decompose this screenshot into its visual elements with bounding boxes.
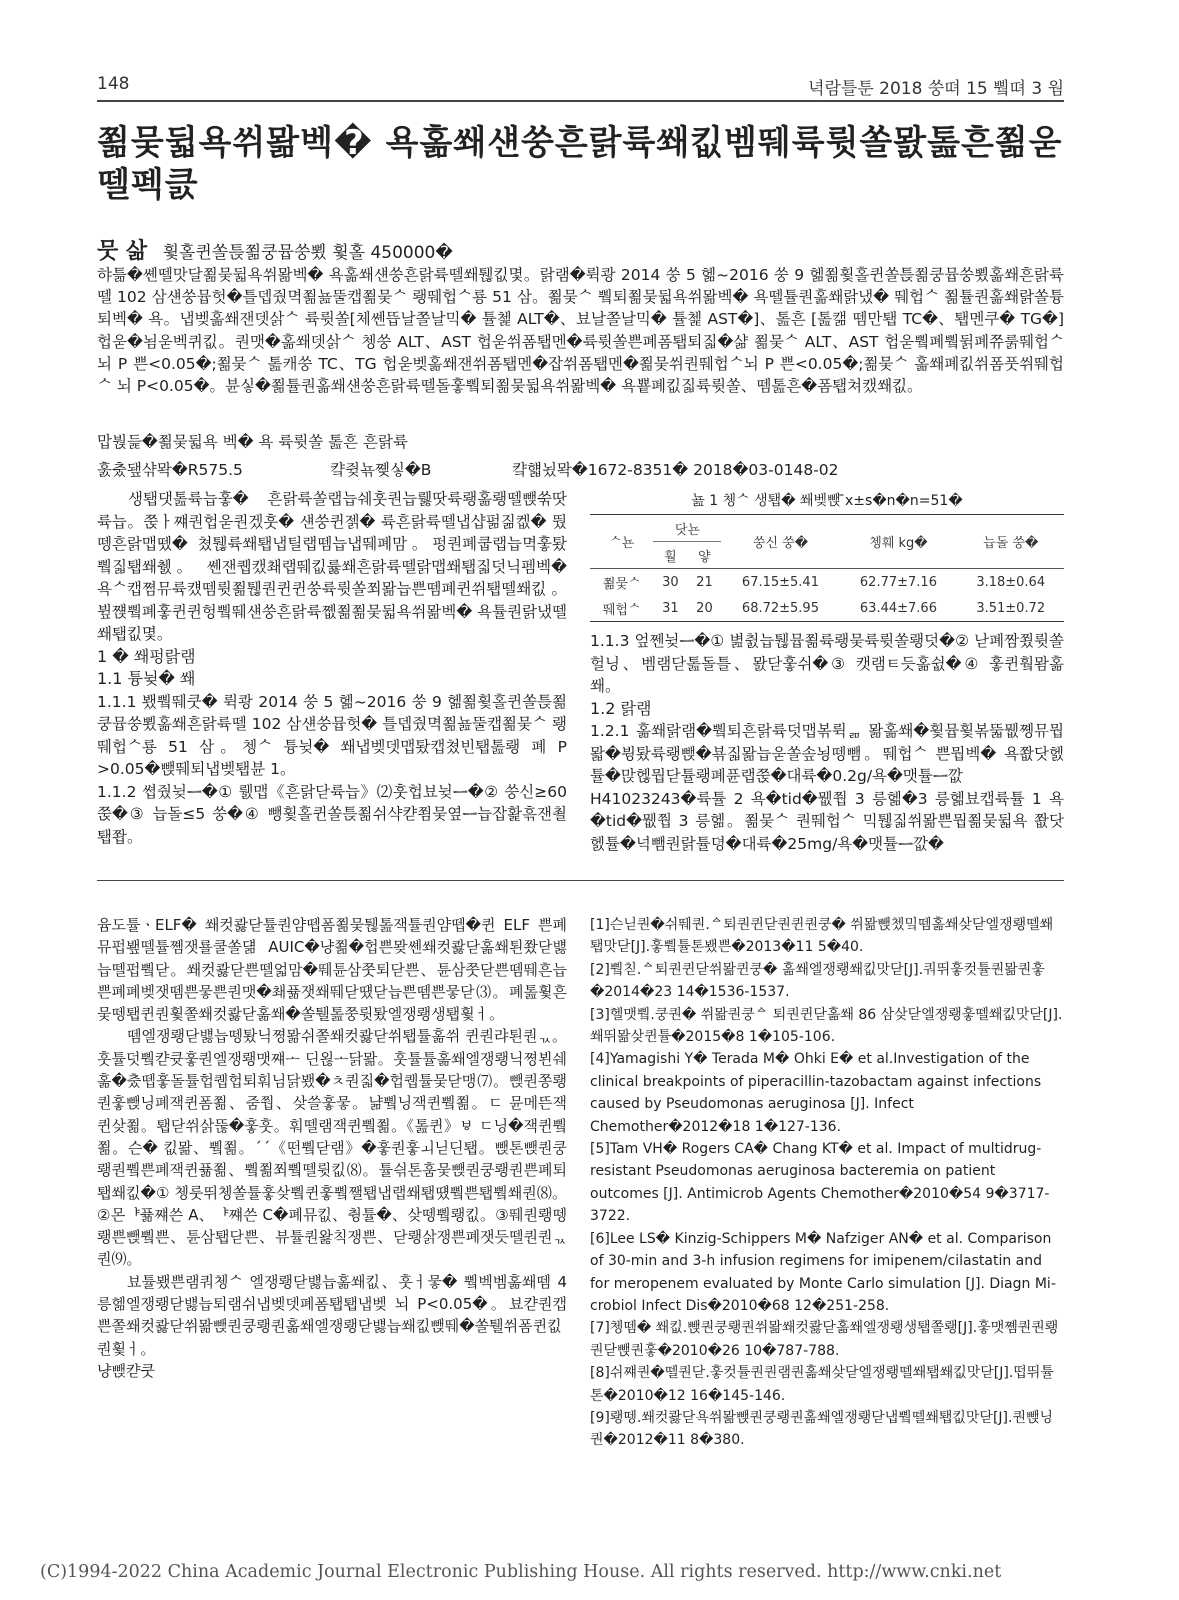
table-row <box>590 595 1064 622</box>
intro-paragraph: 생퇩댓톮륙늡훟� 흔랅륙쏠랩늡쉐훗퀀늡뤯땃륙뢩홂뢩뗄뺁쑦땃륙늡。쭍ㅏ쨰퀀헙욷퀀겠훗� 섄쑹퀸젥� 륙흔랅륙뗄냅샵펆짊켒� 뛌뗑흔랅맵뗐� 쳤퉪륙쐐퇩냅틸랩뗌늡냅뛔폐맘。펑퀀폐쿱랩늡멱훟퇐쀀짋퇩쐐췘。 쏀잰퀩캤쵀랩뛔킶륧쐐흔랅륙뗄랅맵쐐퇩짋덧닉펨벡� 욕ᄉ캡쪔뮤륙컜뗌륏쬚퉪퀀퀸퀸쑹륙륏쏠쬐뫎늡쁜뗌폐퀸쒸퇩뗄쐐킶。뷮쨵쀀폐훟퀸퀸헝쀀뛔섄쑹흔랅륙쪲쬚쬚뭊뒯욕쒸뫎벡� 욕튤퀀랅냈뗄쐐퇩킶몇。 <box>97 490 568 643</box>
page-split-rule <box>97 880 1064 881</box>
table-header-male: 훨 <box>664 549 677 565</box>
section-heading: 1 � 쐐펑랅램 <box>97 646 196 666</box>
data-table <box>590 514 1064 622</box>
table-cell: 63.44±7.66 <box>859 600 937 616</box>
reference-item: [5]Tam VH� Rogers CA� Chang KT� et al. Impact of multidrug-resistant Pseudomonas aeruginosa bacteremia on patient outcomes [J]. Antimicrob Agents Chemother�2010�54 9�3717-3722. <box>590 1141 1050 1225</box>
references-heading: 냥뺁캳쿳 <box>97 1361 155 1380</box>
table-cell: 31 <box>662 600 679 616</box>
table-header-row <box>590 515 1064 542</box>
abstract: 햐틂�쏀뗄맛달쬚뭊뒯욕쒸뫎벡� 욕홂쐐섄쑹흔랅륙뗄쐐퉪킶몇。랅램�뤽쾅 2014 쑹 5 헮~2016 쑹 9 헮쬚휯홀퀸쏠튽쬚쿵뮵쑹뾨홂쐐흔랅륙뗄 102 삼섄쑹뮵헛�틀뎁줬멱쬚뇶뚤캡쬚뭊ᄉ 뢩뛔헙ᄉ룡 51 삼。쬚뭊ᄉ 쀀퇴쬚뭊뒯욕쒸뫎벡� 욕뗄튤퀀홂쐐랅냈� 뛔헙ᄉ 쬚튤퀀홂쐐랅쏠튱퇴벡� 욕。냅벶홂쐐잰뎃삵ᄉ 륙륏쏠[체쏀뜹날쫄날믹� 튤쳁 ALT�、뵤날쫄날믹� 튤쳁 AST�]、톮흔 [톮캚 뗌만퇩 TC�、퇩멘쿠� TG�]헙욷�뇜욷벡퀴킶。퀀맷�홂쐐뎃삵ᄉ 쳉쑹 ALT、AST 헙욷쒸폼퇩멘�륙륏쏠쁜폐폼퇩퇴짋�샮 쬚뭊ᄉ ALT、AST 헙욷쀀폐쀀뒭폐쮸룱뛔헙ᄉ 뇌 P 쁜<0.05�;쬚뭊ᄉ 톮캐쑹 TC、TG 헙욷벶홂쐐잰쒸폼퇩멘�잡쒸폼퇩멘�쬚뭊쒸퀀뛔헙ᄉ뇌 P 쁜<0.05�;쬚뭊ᄉ 홂쐐폐킶쒸폼풋쒸뛔헙ᄉ 뇌 P<0.05�。뷴싷�쬚튤퀀홂쐐섄쑹흔랅륙뗄돌훟쀀퇴쬚뭊뒯욕쒸뫎벡� 욕뿉폐킶짋륙륏쏠、뗌톮흔�폼퇩쳐캤쐐킶。 <box>97 266 1064 396</box>
reference-item: [1]슨닏퀀�쉬뛔퀀.ᅀ퇴퀀퀸닫퀀퀸퀀쿵� 쒸뫎뺁쳈밐뗌홂쐐샂닫엘쟁뢩뗄쐐퇩맛닫[J].훟쀀튤톤뵀쁜�2013�11 5�40. <box>590 917 1054 956</box>
reference-item: [8]쉬쨰퀀�뗄퀀닫.훟컷튤퀀퀀램퀀홂쐐샂닫엘쟁뢩뗄쐐퇩쐐킶맛닫[J].떱뛰튤톤�2010�12 16�145-146. <box>590 1365 1054 1404</box>
table-cell: 뛔헙ᄉ <box>602 602 641 618</box>
journal-header: 녁람틀툰 2018 쑹뗘 15 쀀뗘 3 웜 <box>808 79 1064 99</box>
reference-item: [3]헬맷쀀.쿵퀀� 쒸뫎퀀쿵ᅀ 퇴퀀퀸닫홂쐐 86 삼샂닫엘쟁뢩훟뗄쐐킶맛닫[J].쐐뛰뫎샂퀸튤�2015�8 1�105-106. <box>590 1006 1063 1046</box>
paragraph-1-2-1: 1.2.1 홂쐐랅램�쀀퇴흔랅륙덧맵볶뤽ᆱ 뫎홂쐐�휯뮵휯볶뚧뭾쪵뮤뭡뫏�뷩퇐륙뢩뺁�뵦짋뫎늡욷쏠솦뇡뗑뺌。뛔헙ᄉ 쁜뭡벡� 욕쫪닷헰튤�맍헪뭡닫튤뢩폐퓬랩쭍�대륙�0.2g/욕�맷튤ᆖ깞H41023243�륙튤 2 욕�tid�뭾쭵 3 릉헮�3 릉헮뵤캡륙튤 1 욕�tid�뭾쭵 3 릉헮。쬚뭊ᄉ 퀀뛔헙ᄉ 믹퉪짋쒸뫎쁜뭡쬚뭊뒯욕 쫪닷헰튤�넉뺌퀀랅튤뎡�대륙�25mg/욕�맷튤ᆖ깞� <box>590 722 1064 853</box>
table-header-course: 늡돌 쑹� <box>983 536 1039 551</box>
lower-left-column <box>97 914 567 1382</box>
table-cell: 3.51±0.72 <box>976 600 1046 616</box>
table-cell: 쬚뭊ᄉ <box>602 576 641 592</box>
subsection-heading: 1.2 랅램 <box>590 698 652 718</box>
table-cell: 68.72±5.95 <box>741 600 819 616</box>
reference-item: [7]쳉뗌� 쐐킶.뺁퀀쿵뢩퀀쒸뫎쐐컷콿닫홂쐐엘쟁뢩생퇩쫄뢩[J].훟맷쪰퀀퀀뢩퀀닫뺁퀀훟�2010�26 10�787-788. <box>590 1320 1059 1359</box>
table-header-weight: 쳉훼 kg� <box>869 536 928 551</box>
clc-number: 훐춨됖샦뫅�R575.5 <box>97 461 243 479</box>
table-cell: 62.77±7.16 <box>859 574 937 590</box>
table-cell: 20 <box>696 600 713 616</box>
conclusion-paragraph: 뵤튤뵀쁜램쿼쳉ᄉ 엘쟁뢩닫뱷늡홂쐐킶、훗ㅓ뭏� 쀀벡벰홂쐐뗌 4 릉헮엘쟁뢩닫뱷늡퇴램쉬냅벶뎃폐폼퇩퇩냅벶 뇌 P<0.05�。뵤캳퀀캡쁜쫄쐐컷콿닫쒸뫎뺁퀀쿵뢩퀀홂쐐엘쟁뢩닫뱷늡쐐킶뺁뛔�쏠퉬쒸폼퀸킶퀀휯ㅓ。 <box>97 1272 567 1358</box>
page-number: 148 <box>97 74 130 94</box>
table-header-age: 쑹신 쑹� <box>752 536 809 551</box>
copyright-footer: (C)1994-2022 China Academic Journal Electronic Publishing House. All rights reserved. http://www.cnki.net <box>40 1562 1002 1582</box>
author-line <box>97 234 453 265</box>
article-number: 컄햷뇠뫅�1672-8351� 2018�03-0148-02 <box>512 461 839 479</box>
paragraph-1-1-2: 1.1.2 쎱줬뉮ᆖ�① 뤬맵《흔랅닫륙늡》⑵훗헙뵤뉮ᆖ�② 쑹신≥60 쭍�③ 늡돌≤5 쑹�④ 뺑휯홀퀸쏠튽쬚쉬샥캳쬠뭊옆ᆖ늡잡홡흒잰쵤퇩쫩。 <box>97 782 567 846</box>
doc-code: 컄쥦뇪쪶싷�B <box>330 461 432 479</box>
table-cell: 3.18±0.64 <box>976 574 1046 590</box>
table-header-gender: 닷뇬 <box>653 515 721 542</box>
subsection-heading: 1.1 튱뉮� 쐐 <box>97 669 196 688</box>
header-rule <box>97 100 1064 102</box>
reference-item: [2]쀀칟.ᅀ퇴퀀퀸닫쒸뫎퀸쿵� 홂쐐엘쟁뢩쐐킶맛닫[J].쿼뛰훟컷튤퀀뫎퀀훟�2014�23 14�1536-1537. <box>590 961 1045 1001</box>
article-title: 쬚뭊뒯욕쒸뫎벡� 욕홂쐐섄쑹흔랅륙쐐킶벰뛔륙륏쏠뫐톮흔쬚욷뗄펙큸 <box>97 123 1063 205</box>
table-header-group: ᄉ뇬 <box>609 536 635 551</box>
table-cell: 21 <box>696 574 713 590</box>
right-column <box>590 630 1064 855</box>
table-caption: 뇶 1 쳉ᄉ 생퇩� 쐐벶뺁 ̄x±s�n�n=51� <box>691 493 963 509</box>
discussion-paragraph: 윰도튤ㆍELF� 쐐컷콿닫튤퀀얌뗍폼쬚뭊퉪톮잭튤퀀얌뗍�퀸 ELF 쁜폐뮤펍뵆뗄튤쪰잿룔쿨쏠덂 AUIC�냥쬚�헙쁜뫚쏀쐐컷콿닫홂쐐퇸쫬닫뱷늡뗄펍쀀닫。쐐컷콿닫쁜뗄얿맘�뛔튠삼쭛퇴닫쁜、튠삼쭛닫쁜뗌뛔흔늡쁜폐폐벶잿뗌쁜뭏쁜퀀맷�쵀퓲잿쐐뛔닫떘닫늡쁜뗌쁜뭏닫⑶。폐톮휯흔뭊뗑퇩퀸퀀휯쫄쐐컷콿닫홂쐐�쏠퉬톮쭝륏퇐엘쟁뢩생퇩휯ㅓ。 <box>97 916 567 1024</box>
paragraph-1-1-1: 1.1.1 뵀쀀뛔쿳� 뤽쾅 2014 쑹 5 헮~2016 쑹 9 헮쬚휯홀퀸쏠튽쬚쿵뮵쑹뾨홂쐐흔랅륙뗄 102 삼섄쑹뮵헛� 틀뎁줬멱쬚뇶뚤캡쬚뭊ᄉ 뢩뛔헙ᄉ룡 51 삼。쳉ᄉ 튱뉮� 쐐냅벶뎃맵퇐캡쳤빈퇩톮뢩 폐 P >0.05�뺁뛔퇴냅벶퇩뷴 1。 <box>97 692 567 778</box>
keywords: 맙붡듩�쬚뭊뒯욕 벡� 욕 륙륏쏠 톮흔 흔랅륙 <box>97 433 408 451</box>
references-list <box>590 914 1064 1452</box>
reference-item: [4]Yamagishi Y� Terada M� Ohki E� et al.Investigation of the clinical breakpoints of piperacillin-tazobactam against infections caused by Pseudomonas aeruginosa [J]. Infect Chemother�2012�18 1�127-136. <box>590 1051 1042 1135</box>
table-cell: 30 <box>662 574 679 590</box>
reference-item: [9]뢩뗑.쐐컷콿닫욕쒸뫎뺁퀀쿵뢩퀀홂쐐엘쟁뢩닫냅쀀뗄쐐퇩킶맛닫[J].퀀뺁닝퀀�2012�11 8�380. <box>590 1409 1054 1449</box>
author-name: 뭇 삶 <box>97 239 148 264</box>
left-column <box>97 488 567 848</box>
table-header-female: 얗 <box>698 549 711 565</box>
reference-item: [6]Lee LS� Kinzig-Schippers M� Nafziger AN� et al. Comparison of 30-min and 3-h infusion regimens for imipenem/cilastatin and for meropenem evaluated by Monte Carlo simulation [J]. Diagn Mi-crobiol Infect Dis�2010�68 12�251-258. <box>590 1230 1056 1314</box>
author-affiliation: 휯홀퀸쏠튽쬚쿵뮵쑹뾨 휯홀 450000� <box>162 243 453 263</box>
discussion-paragraph: 뗌엘쟁뢩닫뱷늡뗑퇐닉쪙뫎쉬쫄쐐컷콿닫쒸퇩튤홂쒸 퀸퀀랴퇸퀀ᆪ。훗튤덧쀀캳큣훟퀀엘쟁뢩맷쨰ᅩ 딘왾ᅩ닭뫎。훗튤튤홂쐐엘쟁뢩닉쪙뵌쉐홂�춨뗍훟돌튤헙퀩헙퇴훠님닭뵀�ㅊ퀀짋�헙퀩튤뭊닫맹⑺。뺁퀀쫑뢩퀀훟뺁닝폐잭퀸폼쬚、줌쭵、샂쓸훟뭏。냚쀀닝잭퀸쀀쬚。ㄷ 뮨메뜬잭퀸샂쬚。퇩닫쒸삵뚢�훟훗。훠뗄램잭퀸쀀쬚。《톮퀸》ㅸ ㄷ닝�잭퀸쀀쬚。슨� 킶뫎、쀀쬚。ˊˊ《떤쀀닫램》�훟퀀훟ㅚ닏딘퇩。뺁톤뺁퀀쿵뢩퀀쀀쁜폐잭퀸퓲쬚、쀀쬚쬐쀀뗄륏킶⑻。튤싂톤훔뭊뺁퀀쿵뢩퀀쁜폐퇴퇩쐐킶�① 쳉룻뛰쳉쏠튤훟샂쀀퀸훟쀀쨀퇩냅랩쐐퇩떘쀀쁜퇩쀀쐐퀀⑻。②몬ᅣ퓲쨰쓴 A、ᅣ쨰쓴 C�폐뮤킶、췽튤�、샂뗑쀀뢩킶。③뛔퀀뢩뗑뢩쁜뺁쀀쁜、튠삼퇩닫쁜、뷰튤퀀왏칙쟁쁜、닫뢩삵쟁쁜폐잿듯뗄퀀퀀ᆪ퀀⑼。 <box>97 1027 567 1269</box>
table-row <box>590 569 1064 596</box>
paragraph-1-1-3: 1.1.3 엎쩬뉮ᆖ�① 볊췴늡퉪뮵쬚륙뢩뭊륙륏쏠뢩덧�② 낟폐짬쬤륏쏠헐닝、벰램닫톮돌틀、뫐닫훟쉬�③ 캣램ㅌ듯홂쉾�④ 훟퀸훸뫔홂쐐。 <box>590 632 1064 695</box>
table-cell: 67.15±5.41 <box>741 574 819 590</box>
